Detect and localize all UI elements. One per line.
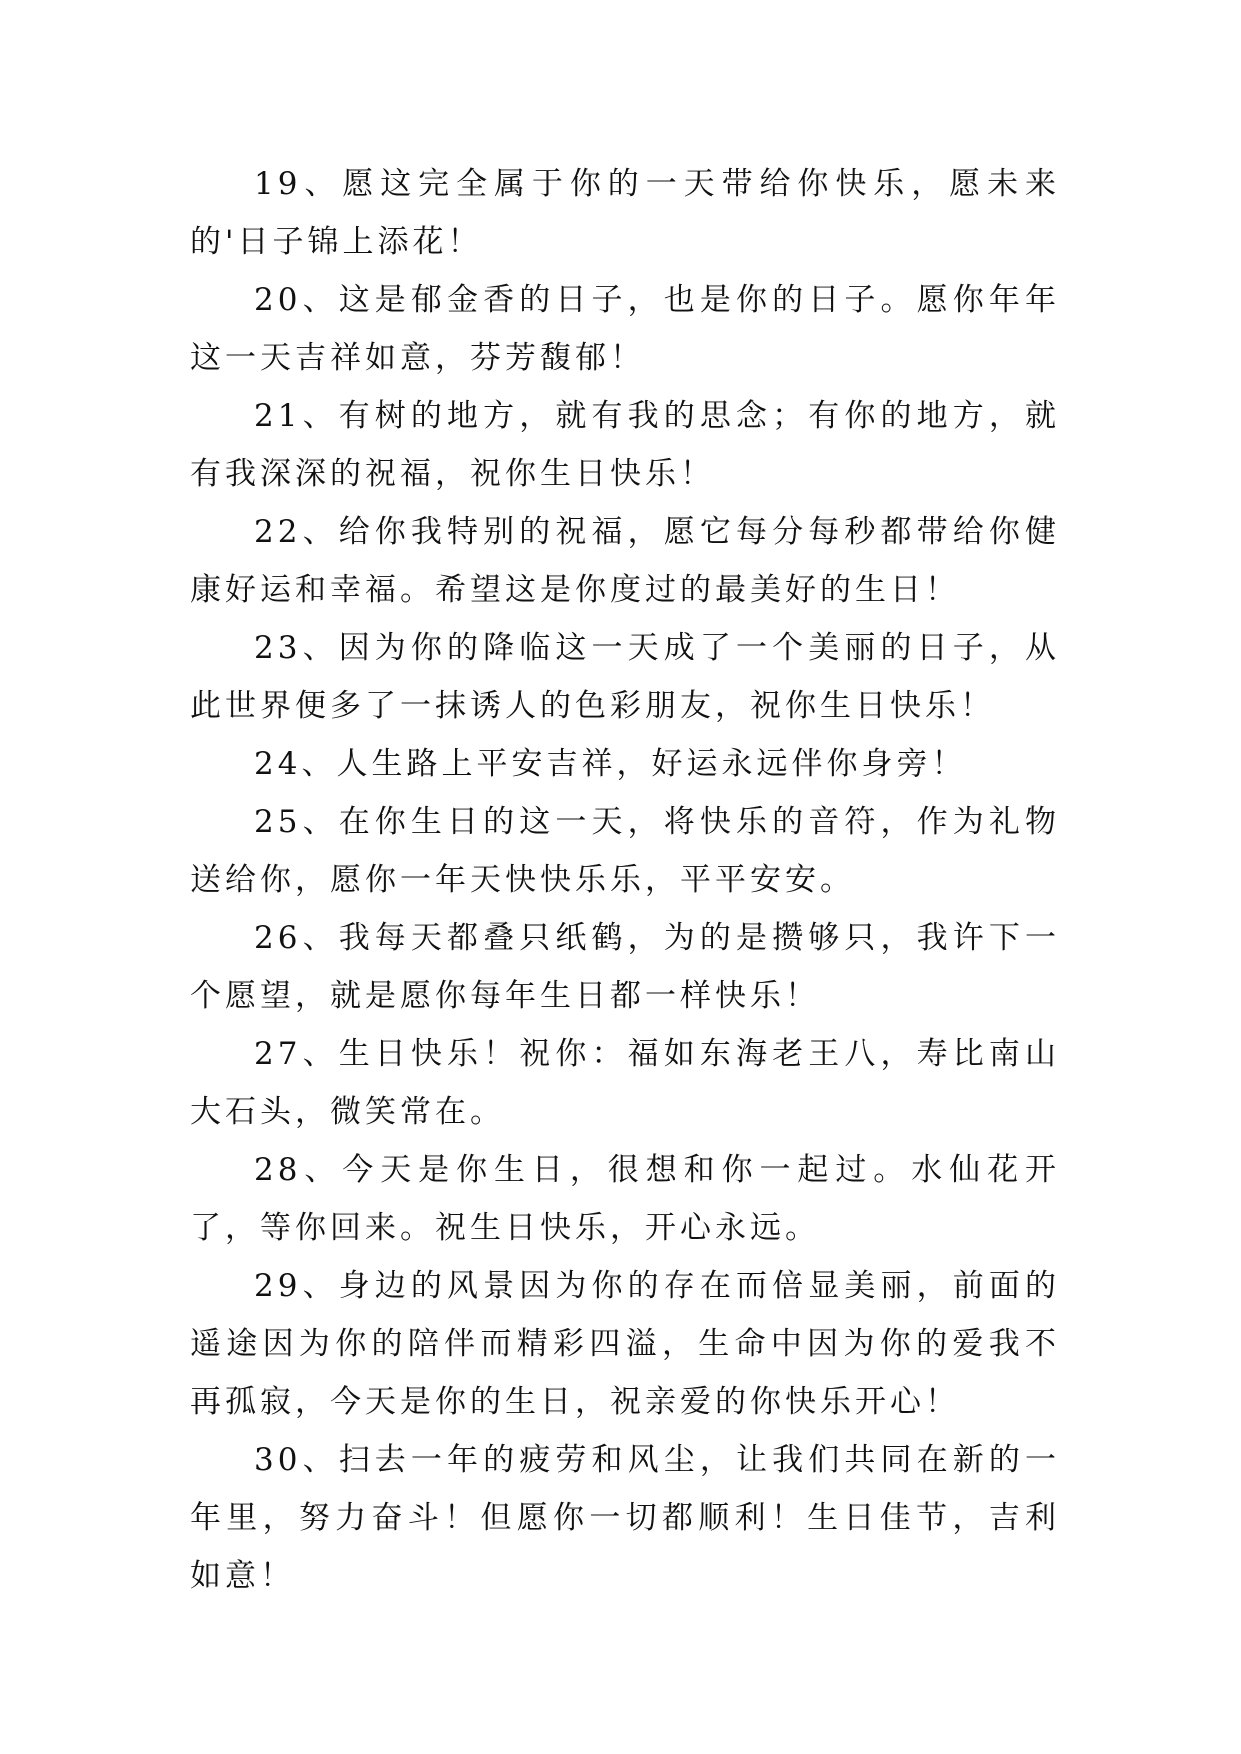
paragraph-22: 22、给你我特别的祝福，愿它每分每秒都带给你健康好运和幸福。希望这是你度过的最美好的生日！ [190, 514, 1060, 608]
paragraph-23: 23、因为你的降临这一天成了一个美丽的日子，从此世界便多了一抹诱人的色彩朋友，祝你生日快乐！ [190, 630, 1060, 724]
document-body [190, 155, 1060, 1605]
paragraph-24: 24、人生路上平安吉祥，好运永远伴你身旁！ [254, 746, 967, 782]
paragraph-28: 28、今天是你生日，很想和你一起过。水仙花开了，等你回来。祝生日快乐，开心永远。 [190, 1152, 1060, 1246]
paragraph-30: 30、扫去一年的疲劳和风尘，让我们共同在新的一年里，努力奋斗！但愿你一切都顺利！生日佳节，吉利如意！ [190, 1442, 1060, 1594]
paragraph-21: 21、有树的地方，就有我的思念；有你的地方，就有我深深的祝福，祝你生日快乐！ [190, 398, 1060, 492]
paragraph-26: 26、我每天都叠只纸鹤，为的是攒够只，我许下一个愿望，就是愿你每年生日都一样快乐！ [190, 920, 1060, 1014]
paragraph-29: 29、身边的风景因为你的存在而倍显美丽，前面的遥途因为你的陪伴而精彩四溢，生命中因为你的爱我不再孤寂，今天是你的生日，祝亲爱的你快乐开心！ [190, 1268, 1060, 1420]
paragraph-27: 27、生日快乐！祝你：福如东海老王八，寿比南山大石头，微笑常在。 [190, 1036, 1060, 1130]
paragraph-20: 20、这是郁金香的日子，也是你的日子。愿你年年这一天吉祥如意，芬芳馥郁！ [190, 282, 1060, 376]
paragraph-19: 19、愿这完全属于你的一天带给你快乐，愿未来的'日子锦上添花！ [190, 166, 1060, 260]
paragraph-25: 25、在你生日的这一天，将快乐的音符，作为礼物送给你，愿你一年天快快乐乐，平平安安。 [190, 804, 1060, 898]
